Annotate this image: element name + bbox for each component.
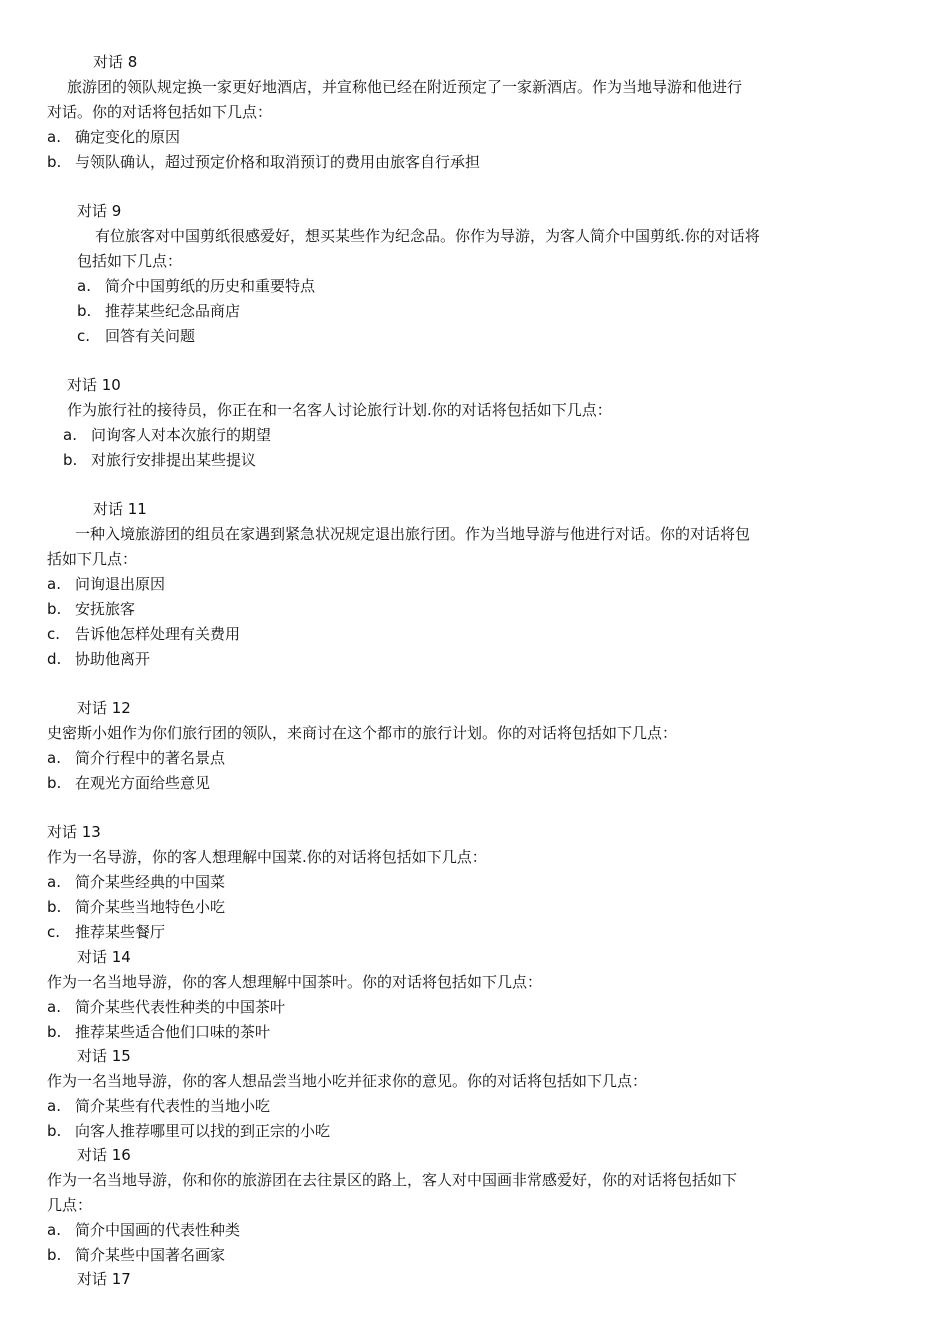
list-item: [47, 872, 225, 892]
section-intro-line: 括如下几点：: [47, 550, 138, 568]
list-item-marker: b.: [47, 600, 62, 618]
list-item-marker: b.: [47, 1122, 62, 1140]
list-item-marker: a.: [77, 277, 91, 295]
list-item: [47, 152, 480, 172]
list-item-text: 协助他离开: [75, 650, 151, 668]
list-item-text: 确定变化的原因: [75, 128, 181, 146]
list-item: [47, 1022, 270, 1042]
section-title: 对话 12: [77, 699, 131, 717]
list-item-text: 简介某些代表性种类的中国茶叶: [75, 998, 286, 1016]
list-item-marker: b.: [47, 153, 62, 171]
list-item: [47, 624, 240, 644]
list-item-text: 与领队确认，超过预定价格和取消预订的费用由旅客自行承担: [75, 153, 481, 171]
list-item-marker: a.: [63, 426, 77, 444]
list-item: [47, 748, 225, 768]
list-item-text: 简介某些当地特色小吃: [75, 898, 226, 916]
list-item: [47, 649, 150, 669]
list-item-text: 向客人推荐哪里可以找的到正宗的小吃: [75, 1122, 331, 1140]
section-intro-line: 有位旅客对中国剪纸很感爱好，想买某些作为纪念品。你作为导游，为客人简介中国剪纸.你的对话将: [95, 227, 760, 245]
list-item-marker: b.: [77, 302, 92, 320]
section-title: 对话 9: [77, 202, 122, 220]
section-intro-line: 作为旅行社的接待员，你正在和一名客人讨论旅行计划.你的对话将包括如下几点：: [67, 401, 612, 419]
list-item-marker: a.: [47, 873, 61, 891]
list-item: [47, 1096, 270, 1116]
list-item-marker: a.: [47, 1097, 61, 1115]
list-item-marker: a.: [47, 128, 61, 146]
list-item-marker: a.: [47, 575, 61, 593]
list-item-text: 推荐某些纪念品商店: [105, 302, 241, 320]
list-item-text: 简介某些经典的中国菜: [75, 873, 226, 891]
list-item-text: 简介中国剪纸的历史和重要特点: [105, 277, 316, 295]
list-item: [47, 1245, 225, 1265]
list-item: [77, 326, 195, 346]
list-item-marker: c.: [47, 923, 61, 941]
list-item-text: 简介中国画的代表性种类: [75, 1221, 241, 1239]
list-item: [47, 1220, 240, 1240]
list-item: [47, 127, 180, 147]
section-title: 对话 15: [77, 1047, 131, 1065]
list-item: [47, 773, 210, 793]
list-item: [47, 997, 285, 1017]
list-item-marker: b.: [63, 451, 78, 469]
list-item-marker: c.: [47, 625, 61, 643]
list-item-text: 简介某些有代表性的当地小吃: [75, 1097, 271, 1115]
list-item: [63, 450, 256, 470]
section-intro-line: 作为一名当地导游，你和你的旅游团在去往景区的路上，客人对中国画非常感爱好，你的对话将包括如下: [47, 1171, 738, 1189]
list-item-text: 对旅行安排提出某些提议: [91, 451, 257, 469]
list-item-marker: b.: [47, 1023, 62, 1041]
section-title: 对话 10: [67, 376, 121, 394]
list-item-text: 安抚旅客: [75, 600, 136, 618]
list-item-marker: b.: [47, 898, 62, 916]
list-item: [63, 425, 271, 445]
section-intro-line: 对话。你的对话将包括如下几点：: [47, 103, 273, 121]
list-item-text: 简介行程中的著名景点: [75, 749, 226, 767]
list-item-text: 告诉他怎样处理有关费用: [75, 625, 241, 643]
list-item-marker: d.: [47, 650, 62, 668]
list-item: [47, 574, 165, 594]
section-intro-line: 作为一名当地导游，你的客人想品尝当地小吃并征求你的意见。你的对话将包括如下几点：: [47, 1072, 648, 1090]
section-title: 对话 13: [47, 823, 101, 841]
list-item-text: 问询退出原因: [75, 575, 166, 593]
list-item-marker: c.: [77, 327, 91, 345]
list-item: [47, 599, 135, 619]
section-intro-line: 史密斯小姐作为你们旅行团的领队，来商讨在这个都市的旅行计划。你的对话将包括如下几点：: [47, 724, 678, 742]
list-item-marker: a.: [47, 1221, 61, 1239]
list-item-marker: b.: [47, 1246, 62, 1264]
list-item-marker: a.: [47, 749, 61, 767]
section-intro-line: 一种入境旅游团的组员在家遇到紧急状况规定退出旅行团。作为当地导游与他进行对话。你的对话将包: [75, 525, 751, 543]
list-item-text: 在观光方面给些意见: [75, 774, 211, 792]
list-item: [77, 276, 315, 296]
list-item-marker: b.: [47, 774, 62, 792]
list-item: [47, 922, 165, 942]
list-item: [47, 1121, 330, 1141]
section-intro-line: 旅游团的领队规定换一家更好地酒店，并宣称他已经在附近预定了一家新酒店。作为当地导游和他进行: [67, 78, 743, 96]
section-title: 对话 14: [77, 948, 131, 966]
list-item-text: 推荐某些餐厅: [75, 923, 166, 941]
section-title: 对话 17: [77, 1270, 131, 1288]
section-title: 对话 8: [93, 53, 138, 71]
section-intro-line: 作为一名当地导游，你的客人想理解中国茶叶。你的对话将包括如下几点：: [47, 973, 543, 991]
list-item: [77, 301, 240, 321]
list-item-text: 推荐某些适合他们口味的茶叶: [75, 1023, 271, 1041]
list-item-text: 回答有关问题: [105, 327, 196, 345]
section-title: 对话 16: [77, 1146, 131, 1164]
list-item-text: 问询客人对本次旅行的期望: [91, 426, 272, 444]
list-item-marker: a.: [47, 998, 61, 1016]
list-item: [47, 897, 225, 917]
section-intro-line: 几点：: [47, 1196, 93, 1214]
section-title: 对话 11: [93, 500, 147, 518]
section-intro-line: 包括如下几点：: [77, 252, 183, 270]
list-item-text: 简介某些中国著名画家: [75, 1246, 226, 1264]
section-intro-line: 作为一名导游，你的客人想理解中国菜.你的对话将包括如下几点：: [47, 848, 487, 866]
